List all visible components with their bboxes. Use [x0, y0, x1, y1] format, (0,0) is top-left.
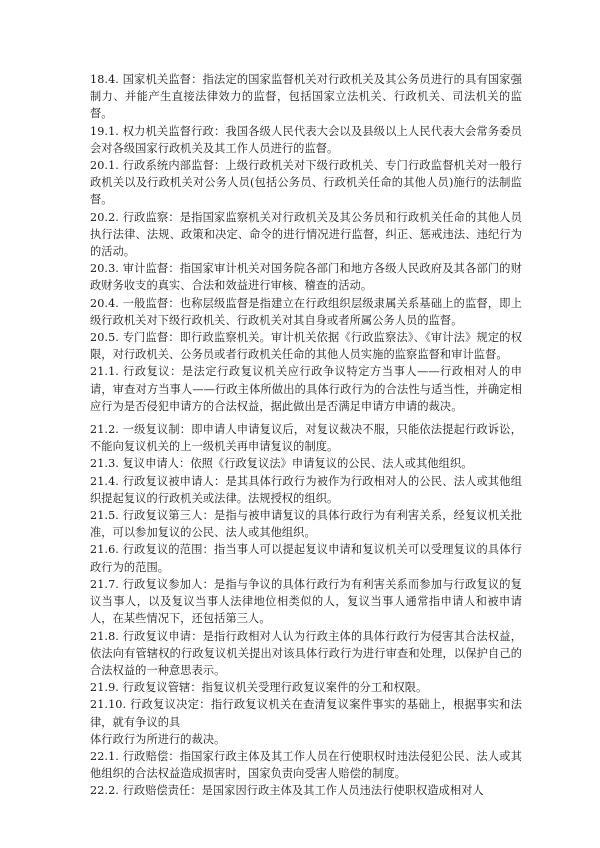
paragraph-21-5: 21.5. 行政复议第三人：是指与被申请复议的具体行政行为有利害关系，经复议机关批准，可以参加复议的公民、法人或其他组织。: [90, 509, 522, 540]
paragraph-21-10-continued: 体行政行为所进行的裁决。: [90, 732, 226, 746]
paragraph-20-3: 20.3. 审计监督：指国家审计机关对国务院各部门和地方各级人民政府及其各部门的财政财务收支的真实、合法和效益进行审核、稽查的活动。: [90, 262, 522, 293]
paragraph-21-10: 21.10. 行政复议决定：指行政复议机关在查清复议案件事实的基础上，根据事实和法律，就有争议的具: [90, 698, 522, 729]
paragraph-21-7: 21.7. 行政复议参加人：是指与争议的具体行政行为有利害关系而参加与行政复议的复议当事人，以及复议当事人法律地位相类似的人，复议当事人通常指申请人和被申请人，在某些情况下，还包括第三人。: [90, 577, 522, 626]
paragraph-20-1: 20.1. 行政系统内部监督：上级行政机关对下级行政机关、专门行政监督机关对一般行政机关以及行政机关对公务人员(包括公务员、行政机关任命的其他人员)施行的法制监督。: [90, 159, 522, 207]
paragraph-22-2: 22.2. 行政赔偿责任：是国家因行政主体及其工作人员违法行使职权造成相对人: [90, 784, 484, 798]
paragraph-21-8: 21.8. 行政复议申请：是指行政相对人认为行政主体的具体行政行为侵害其合法权益，依法向有管辖权的行政复议机关提出对该具体行政行为进行审查和处理，以保护自己的合法权益的一种意思表示。: [90, 629, 522, 677]
paragraph-20-2: 20.2. 行政监察：是指国家监察机关对行政机关及其公务员和行政机关任命的其他人员执行法律、法规、政策和决定、命令的进行情况进行监督，纠正、惩戒违法、违纪行为的活动。: [90, 210, 522, 259]
document-body: [90, 71, 522, 800]
paragraph-21-6: 21.6. 行政复议的范围：指当事人可以提起复议申请和复议机关可以受理复议的具体行政行为的范围。: [90, 543, 522, 574]
paragraph-20-4: 20.4. 一般监督：也称层级监督是指建立在行政组织层级隶属关系基础上的监督，即上级行政机关对下级行政机关、行政机关对其自身或者所属公务人员的监督。: [90, 296, 522, 327]
paragraph-21-4: 21.4. 行政复议被申请人：是其具体行政行为被作为行政相对人的公民、法人或其他组织提起复议的行政机关或法律。法规授权的组织。: [90, 474, 522, 505]
paragraph-19-1: 19.1. 权力机关监督行政：我国各级人民代表大会以及县级以上人民代表大会常务委员会对各级国家行政机关及其工作人员进行的监督。: [90, 124, 522, 155]
paragraph-21-2: 21.2. 一级复议制：即申请人申请复议后，对复议裁决不服，只能依法提起行政诉讼，不能向复议机关的上一级机关再申请复议的制度。: [90, 423, 522, 454]
paragraph-22-1: 22.1. 行政赔偿：指国家行政主体及其工作人员在行使职权时违法侵犯公民、法人或其他组织的合法权益造成损害时，国家负责向受害人赔偿的制度。: [90, 749, 522, 781]
paragraph-21-9: 21.9. 行政复议管辖：指复议机关受理行政复议案件的分工和权限。: [90, 681, 428, 695]
paragraph-21-3: 21.3. 复议申请人：依照《行政复议法》申请复议的公民、法人或其他组织。: [90, 457, 473, 471]
paragraph-20-5: 20.5. 专门监督：即行政监察机关。审计机关依据《行政监察法》、《审计法》规定的权限，对行政机关、公务员或者行政机关任命的其他人员实施的监察监督和审计监督。: [90, 331, 522, 362]
paragraph-21-1: 21.1. 行政复议：是法定行政复议机关应行政争议特定方当事人——行政相对人的申请，审查对方当事人——行政主体所做出的具体行政行为的合法性与适当性，并确定相应行为是否侵犯申请方的合法权益，据此做出是否满足申请方申请的裁决。: [90, 365, 522, 413]
paragraph-18-4: 18.4. 国家机关监督：指法定的国家监督机关对行政机关及其公务员进行的具有国家强制力、并能产生直接法律效力的监督，包括国家立法机关、行政机关、司法机关的监督。: [90, 73, 522, 121]
